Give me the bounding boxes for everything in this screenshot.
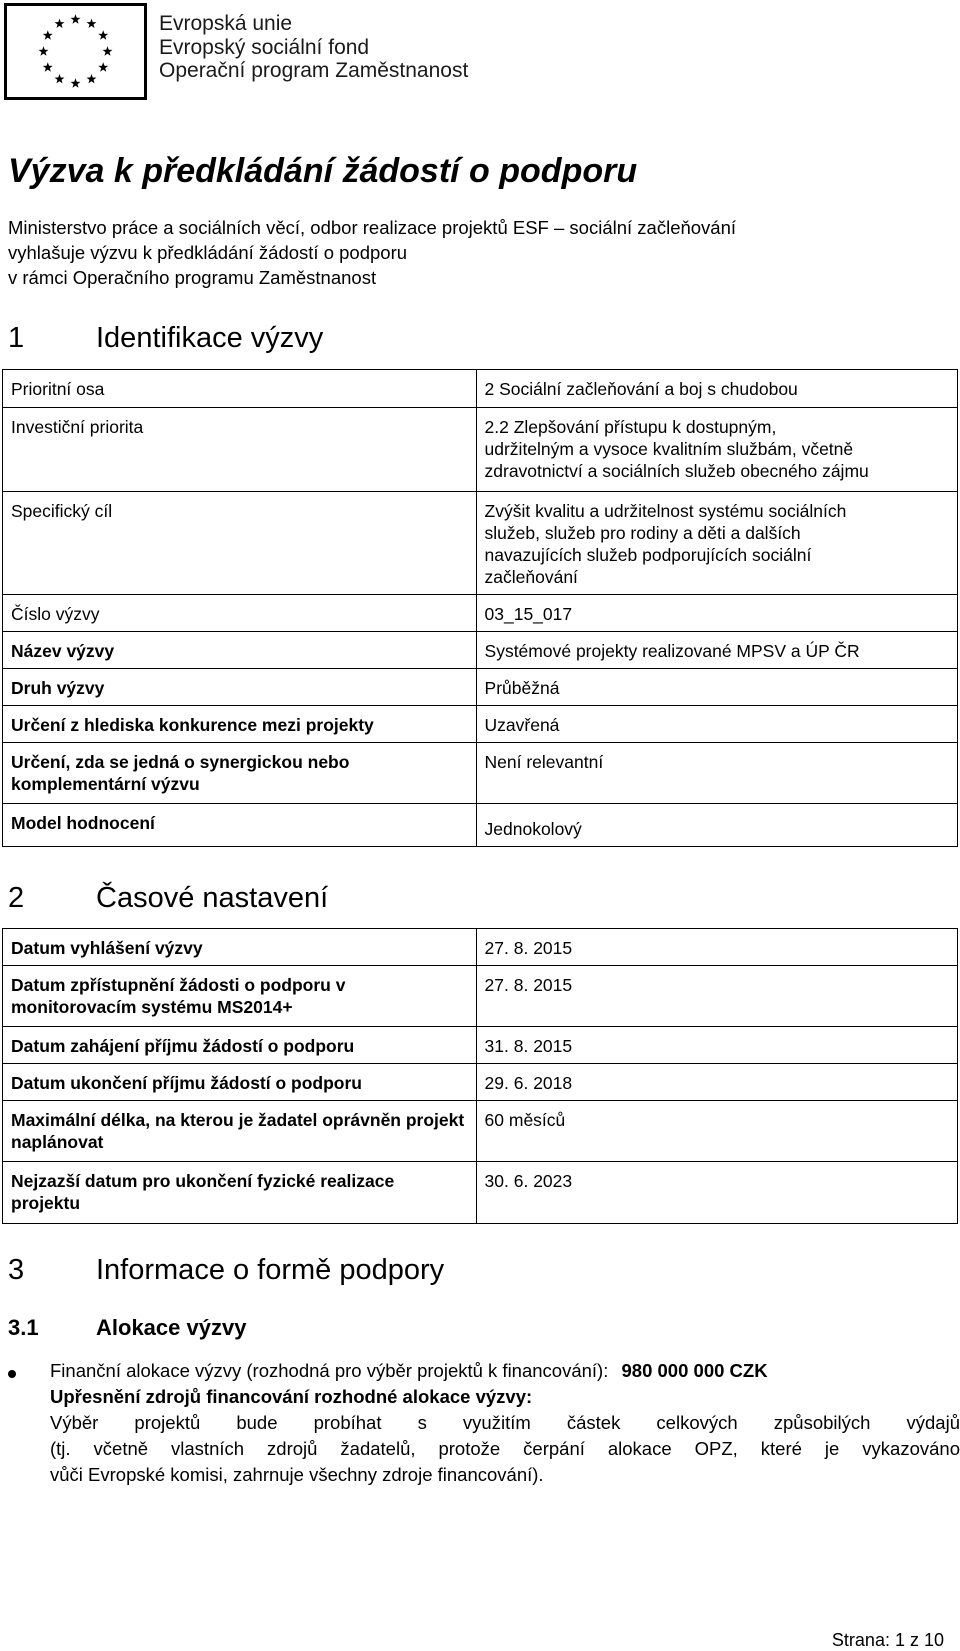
section-number: 2 — [8, 882, 25, 914]
intro-paragraph — [8, 215, 736, 290]
identification-table — [2, 369, 958, 847]
row-label: Datum zpřístupnění žádosti o podporu v monitorovacím systému MS2014+ — [3, 966, 477, 1027]
table-row — [3, 1101, 958, 1162]
row-label: Určení, zda se jedná o synergickou nebo komplementární výzvu — [3, 743, 477, 804]
table-row — [3, 706, 958, 743]
section-2-heading — [8, 882, 328, 915]
section-3-heading — [8, 1254, 444, 1287]
table-row — [3, 929, 958, 966]
row-label: Datum ukončení příjmu žádostí o podporu — [3, 1064, 477, 1101]
page-title: Výzva k předkládání žádostí o podporu — [8, 152, 638, 190]
value-line: navazujících služeb podporujících sociální — [484, 545, 812, 565]
value-line: zdravotnictví a sociálních služeb obecného zájmu — [484, 461, 869, 481]
value-line: 2 Sociální začleňování a boj s chudobou — [484, 379, 798, 399]
subheading-text: Upřesnění zdrojů financování rozhodné alokace výzvy: — [50, 1386, 533, 1407]
allocation-subheading — [50, 1384, 960, 1410]
subsection-title: Alokace výzvy — [96, 1315, 247, 1340]
allocation-text: Finanční alokace výzvy (rozhodná pro výběr projektů k financování): — [50, 1360, 609, 1381]
section-1-heading — [8, 322, 323, 355]
para-line: vůči Evropské komisi, zahrnuje všechny zdroje financování). — [50, 1464, 544, 1485]
table-row — [3, 408, 958, 492]
row-value: 29. 6. 2018 — [476, 1064, 957, 1101]
row-value: 27. 8. 2015 — [476, 966, 957, 1027]
table-row — [3, 1064, 958, 1101]
row-label: Investiční priorita — [3, 408, 477, 492]
row-label: Určení z hlediska konkurence mezi projekty — [3, 706, 477, 743]
subsection-heading — [8, 1315, 246, 1341]
timing-table — [2, 928, 958, 1224]
row-label: Nejzazší datum pro ukončení fyzické realizace projektu — [3, 1162, 477, 1224]
para-line: Výběr projektů bude probíhat s využitím částek celkových způsobilých výdajů — [50, 1412, 960, 1433]
value-line: Zvýšit kvalitu a udržitelnost systému sociálních — [484, 501, 847, 521]
para-line: (tj. včetně vlastních zdrojů žadatelů, protože čerpání alokace OPZ, které je vykazováno — [50, 1438, 960, 1459]
row-value: Průběžná — [476, 669, 957, 706]
value-line: začleňování — [484, 567, 578, 587]
row-value: 31. 8. 2015 — [476, 1027, 957, 1064]
section-number: 3 — [8, 1254, 25, 1286]
table-row — [3, 1162, 958, 1224]
row-value — [476, 370, 957, 408]
row-label: Prioritní osa — [3, 370, 477, 408]
row-value: Jednokolový — [476, 804, 957, 847]
logo-line-eu: Evropská unie — [159, 12, 293, 35]
row-value: 03_15_017 — [476, 595, 957, 632]
table-row — [3, 804, 958, 847]
section-number: 1 — [8, 322, 25, 354]
section-title: Identifikace výzvy — [96, 322, 324, 354]
intro-line: vyhlašuje výzvu k předkládání žádostí o podporu — [8, 242, 408, 263]
row-label: Specifický cíl — [3, 492, 477, 595]
value-line: udržitelným a vysoce kvalitním službám, včetně — [484, 439, 854, 459]
subsection-number: 3.1 — [8, 1315, 39, 1340]
logo-text — [159, 12, 468, 83]
section-title: Informace o formě podpory — [96, 1254, 445, 1286]
allocation-line — [50, 1358, 960, 1384]
row-value — [476, 408, 957, 492]
row-label: Druh výzvy — [3, 669, 477, 706]
logo-line-esf: Evropský sociální fond — [159, 35, 370, 59]
row-value: Není relevantní — [476, 743, 957, 804]
row-label: Datum zahájení příjmu žádostí o podporu — [3, 1027, 477, 1064]
table-row — [3, 632, 958, 669]
allocation-bullet — [50, 1358, 960, 1488]
row-label: Datum vyhlášení výzvy — [3, 929, 477, 966]
table-row — [3, 595, 958, 632]
eu-flag-logo — [4, 3, 147, 100]
table-row — [3, 370, 958, 408]
page-number: Strana: 1 z 10 — [831, 1630, 944, 1650]
table-row — [3, 669, 958, 706]
row-label: Model hodnocení — [3, 804, 477, 847]
row-value — [476, 492, 957, 595]
allocation-value: 980 000 000 CZK — [621, 1360, 768, 1381]
table-row — [3, 743, 958, 804]
logo-line-opz: Operační program Zaměstnanost — [159, 59, 469, 82]
value-line: služeb, služeb pro rodiny a děti a dalších — [484, 523, 801, 543]
row-value: Systémové projekty realizované MPSV a ÚP ČR — [476, 632, 957, 669]
value-line: 2.2 Zlepšování přístupu k dostupným, — [484, 417, 777, 437]
section-title: Časové nastavení — [96, 882, 329, 914]
row-value: 30. 6. 2023 — [476, 1162, 957, 1224]
row-value: 27. 8. 2015 — [476, 929, 957, 966]
bullet-icon — [8, 1370, 16, 1378]
table-row — [3, 492, 958, 595]
row-label: Číslo výzvy — [3, 595, 477, 632]
row-label: Maximální délka, na kterou je žadatel oprávněn projekt naplánovat — [3, 1101, 477, 1162]
row-value: 60 měsíců — [476, 1101, 957, 1162]
table-row — [3, 1027, 958, 1064]
intro-line: v rámci Operačního programu Zaměstnanost — [8, 267, 377, 288]
row-label: Název výzvy — [3, 632, 477, 669]
table-row — [3, 966, 958, 1027]
intro-line: Ministerstvo práce a sociálních věcí, odbor realizace projektů ESF – sociální začleňování — [8, 217, 737, 238]
row-value: Uzavřená — [476, 706, 957, 743]
